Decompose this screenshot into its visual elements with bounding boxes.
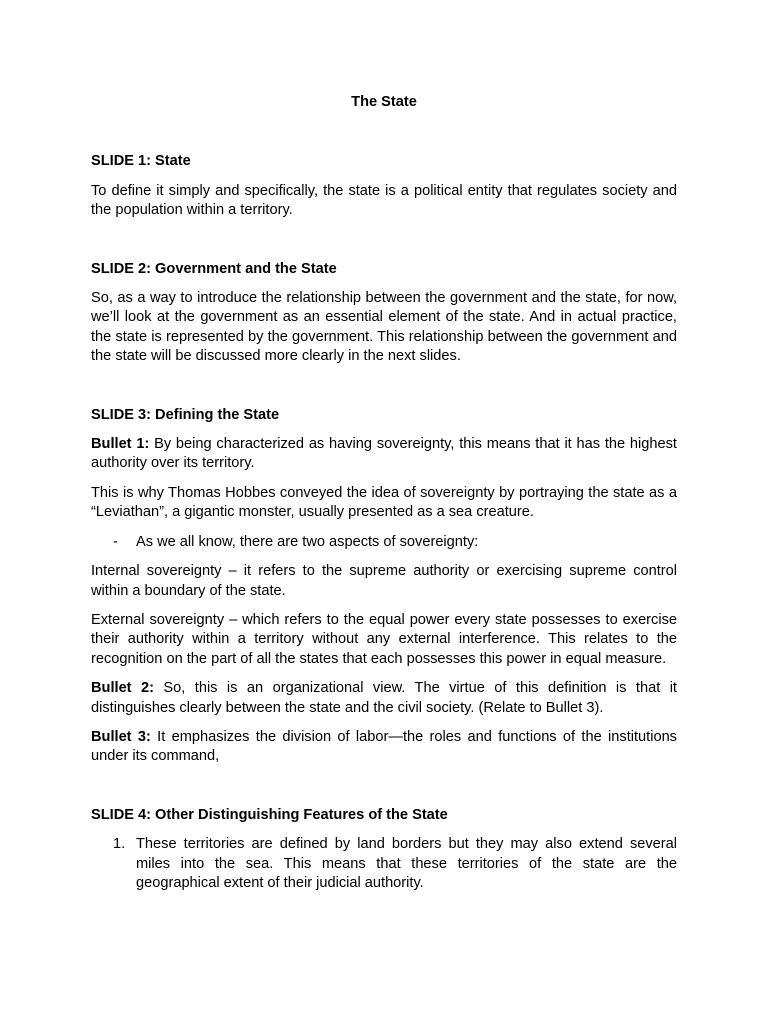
bullet2-paragraph xyxy=(91,679,677,718)
section-spacer xyxy=(91,777,677,806)
hobbes-paragraph: This is why Thomas Hobbes conveyed the idea of sovereignty by portraying the state as a “Leviathan”, a gigantic monster, usually presented as a sea creature. xyxy=(91,484,677,521)
slide1-paragraph: To define it simply and specifically, the state is a political entity that regulates society and the population within a territory. xyxy=(91,182,677,219)
slide2-paragraph: So, as a way to introduce the relationship between the government and the state, for now, we’ll look at the government as an essential element of the state. And in actual practice, the state is represented by the government. This relationship between the government and the state will be discussed more clearly in the next slides. xyxy=(91,290,677,365)
slide1-heading: SLIDE 1: State xyxy=(91,153,191,170)
slide3-heading: SLIDE 3: Defining the State xyxy=(91,406,280,423)
document-title: The State xyxy=(351,94,417,110)
slide2-heading: SLIDE 2: Government and the State xyxy=(91,260,337,277)
external-sovereignty-paragraph: External sovereignty – which refers to the equal power every state possesses to exercise their authority within a territory without any external interference. This relates to the recognition on the part of all the states that each possesses this power in equal measure. xyxy=(91,611,677,667)
bullet2-label: Bullet 2: xyxy=(91,680,154,697)
bullet1-text: By being characterized as having sovereignty, this means that it has the highest authority over its territory. xyxy=(91,436,677,472)
list-number: 1. xyxy=(113,836,126,853)
section-spacer xyxy=(91,231,677,260)
dash-list-text: As we all know, there are two aspects of sovereignty: xyxy=(136,533,479,550)
slide4-heading: SLIDE 4: Other Distinguishing Features of the State xyxy=(91,806,448,823)
bullet3-label: Bullet 3: xyxy=(91,728,151,745)
numbered-list-item xyxy=(91,835,677,893)
section-spacer xyxy=(91,377,677,406)
internal-sovereignty-paragraph: Internal sovereignty – it refers to the supreme authority or exercising supreme control within a boundary of the state. xyxy=(91,563,677,599)
bullet3-text: It emphasizes the division of labor—the roles and functions of the institutions under its command, xyxy=(91,728,677,765)
bullet1-paragraph xyxy=(91,435,677,474)
bullet1-label: Bullet 1: xyxy=(91,436,150,453)
bullet2-text: So, this is an organizational view. The virtue of this definition is that it distinguishes clearly between the state and the civil society. (Relate to Bullet 3). xyxy=(91,680,677,716)
dash-marker: - xyxy=(113,533,118,550)
numbered-item-text: These territories are defined by land borders but they may also extend several miles into the sea. This means that these territories of the state are the geographical extent of their judicial authority. xyxy=(136,836,677,891)
bullet3-paragraph xyxy=(91,728,677,767)
dash-list-item xyxy=(91,533,677,552)
